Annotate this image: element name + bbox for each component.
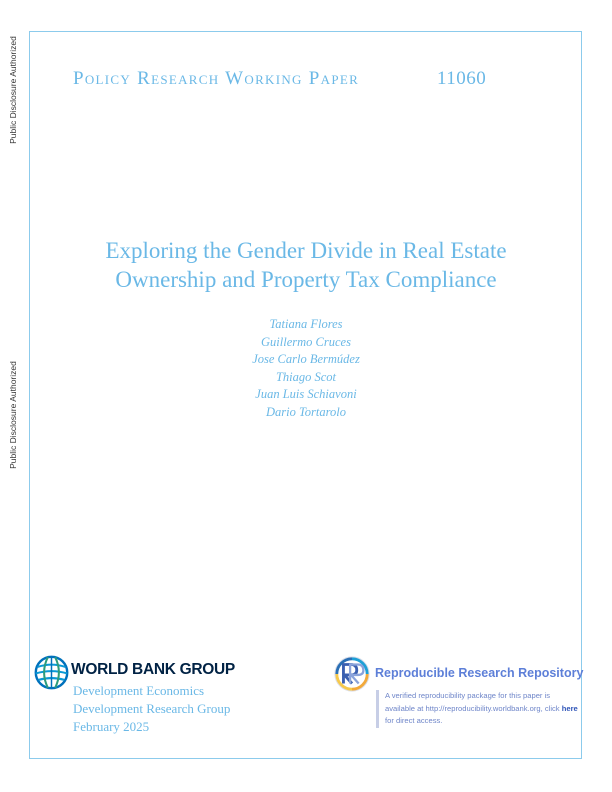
author-name: Dario Tortarolo xyxy=(265,404,346,419)
author-name: Jose Carlo Bermúdez xyxy=(252,352,360,366)
repository-notice-text-end: for direct access. xyxy=(385,716,443,725)
repository-notice-text: A verified reproducibility package for this paper is available at http://reproducibility.worldbank.org, click xyxy=(385,691,562,713)
author-name: Juan Luis Schiavoni xyxy=(255,387,357,401)
repository-divider xyxy=(376,690,379,728)
world-bank-globe-icon xyxy=(33,654,70,691)
author-list xyxy=(40,316,572,421)
repository-link[interactable]: here xyxy=(561,703,578,713)
author-name: Tatiana Flores xyxy=(269,317,343,331)
paper-number: 11060 xyxy=(437,68,487,89)
author-name: Guillermo Cruces xyxy=(261,334,351,349)
title-line-1: Exploring the Gender Divide in Real Estate xyxy=(105,238,507,263)
world-bank-group-name: WORLD BANK GROUP xyxy=(71,661,235,678)
department-line-1: Development Economics xyxy=(73,683,205,698)
department-line-2: Development Research Group xyxy=(73,701,231,716)
publication-date: February 2025 xyxy=(73,719,150,734)
paper-title xyxy=(40,236,572,294)
repository-name: Reproducible Research Repository xyxy=(375,666,584,680)
department-block xyxy=(73,682,230,736)
series-title: Policy Research Working Paper xyxy=(73,68,360,89)
repository-notice xyxy=(385,690,580,728)
reproducible-research-logo-icon xyxy=(333,655,371,693)
disclosure-label-top: Public Disclosure Authorized xyxy=(8,36,18,144)
author-name: Thiago Scot xyxy=(275,369,337,384)
title-line-2: Ownership and Property Tax Compliance xyxy=(115,267,497,292)
disclosure-label-middle: Public Disclosure Authorized xyxy=(8,361,18,469)
